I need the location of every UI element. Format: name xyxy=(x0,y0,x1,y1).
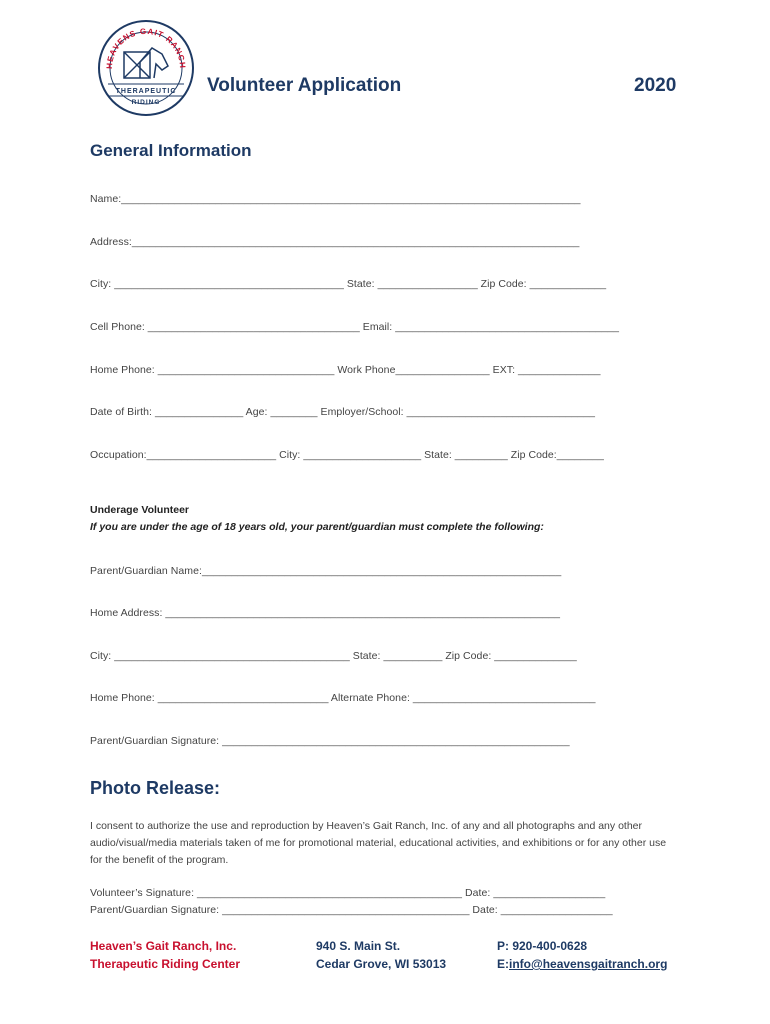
guardian-signature-field[interactable]: Parent/Guardian Signature: ___________________________________________________________ xyxy=(90,735,570,747)
guardian-name-field[interactable]: Parent/Guardian Name:_____________________________________________________________ xyxy=(90,565,562,577)
footer-address-line1: 940 S. Main St. xyxy=(316,939,401,953)
footer-org-subtitle: Therapeutic Riding Center xyxy=(90,957,241,971)
cell-phone-email-field[interactable]: Cell Phone: ____________________________________ Email: ______________________________________ xyxy=(90,321,620,333)
address-field[interactable]: Address:____________________________________________________________________________ xyxy=(90,236,580,248)
horse-head-logo-icon xyxy=(96,18,196,118)
underage-heading: Underage Volunteer xyxy=(90,504,189,516)
page-title: Volunteer Application xyxy=(207,75,402,96)
home-work-phone-field[interactable]: Home Phone: ______________________________ Work Phone________________ EXT: ______________ xyxy=(90,364,601,376)
form-year: 2020 xyxy=(634,75,677,96)
guardian-city-state-zip-field[interactable]: City: ________________________________________ State: __________ Zip Code: ______________ xyxy=(90,650,577,662)
parent-signature-field[interactable]: Parent/Guardian Signature: __________________________________________ Date: ___________________ xyxy=(90,904,613,916)
volunteer-signature-field[interactable]: Volunteer’s Signature: _____________________________________________ Date: ___________________ xyxy=(90,887,606,899)
footer-email xyxy=(497,955,667,973)
footer-address-line2: Cedar Grove, WI 53013 xyxy=(316,957,447,971)
city-state-zip-field[interactable]: City: _______________________________________ State: _________________ Zip Code: _____________ xyxy=(90,278,607,290)
footer-org-name: Heaven’s Gait Ranch, Inc. xyxy=(90,939,237,953)
logo-line2: RIDING xyxy=(131,99,161,106)
footer-email-link[interactable]: info@heavensgaitranch.org xyxy=(509,957,668,971)
logo-arc-text: HEAVENS GAIT RANCH xyxy=(104,26,188,70)
footer-email-prefix: E: xyxy=(497,957,509,971)
occupation-field[interactable]: Occupation:______________________ City: ____________________ State: _________ Zip Code:________ xyxy=(90,449,604,461)
photo-release-heading: Photo Release: xyxy=(90,778,221,798)
logo-line1: THERAPEUTIC xyxy=(115,88,177,95)
underage-note: If you are under the age of 18 years old, your parent/guardian must complete the following: xyxy=(90,521,544,533)
photo-release-text: I consent to authorize the use and reproduction by Heaven’s Gait Ranch, Inc. of any and all photographs and any other audio/visual/media materials taken of me for promotional material, educational activities, and exhibitions or for any other use for the benefit of the program. xyxy=(90,820,667,866)
logo xyxy=(96,18,196,118)
guardian-address-field[interactable]: Home Address: ___________________________________________________________________ xyxy=(90,607,561,619)
footer-phone: P: 920-400-0628 xyxy=(497,939,588,953)
name-field[interactable]: Name:______________________________________________________________________________ xyxy=(90,193,581,205)
dob-age-employer-field[interactable]: Date of Birth: _______________ Age: ________ Employer/School: ________________________________ xyxy=(90,406,596,418)
general-information-heading: General Information xyxy=(90,141,252,160)
guardian-phone-field[interactable]: Home Phone: _____________________________ Alternate Phone: _______________________________ xyxy=(90,692,596,704)
